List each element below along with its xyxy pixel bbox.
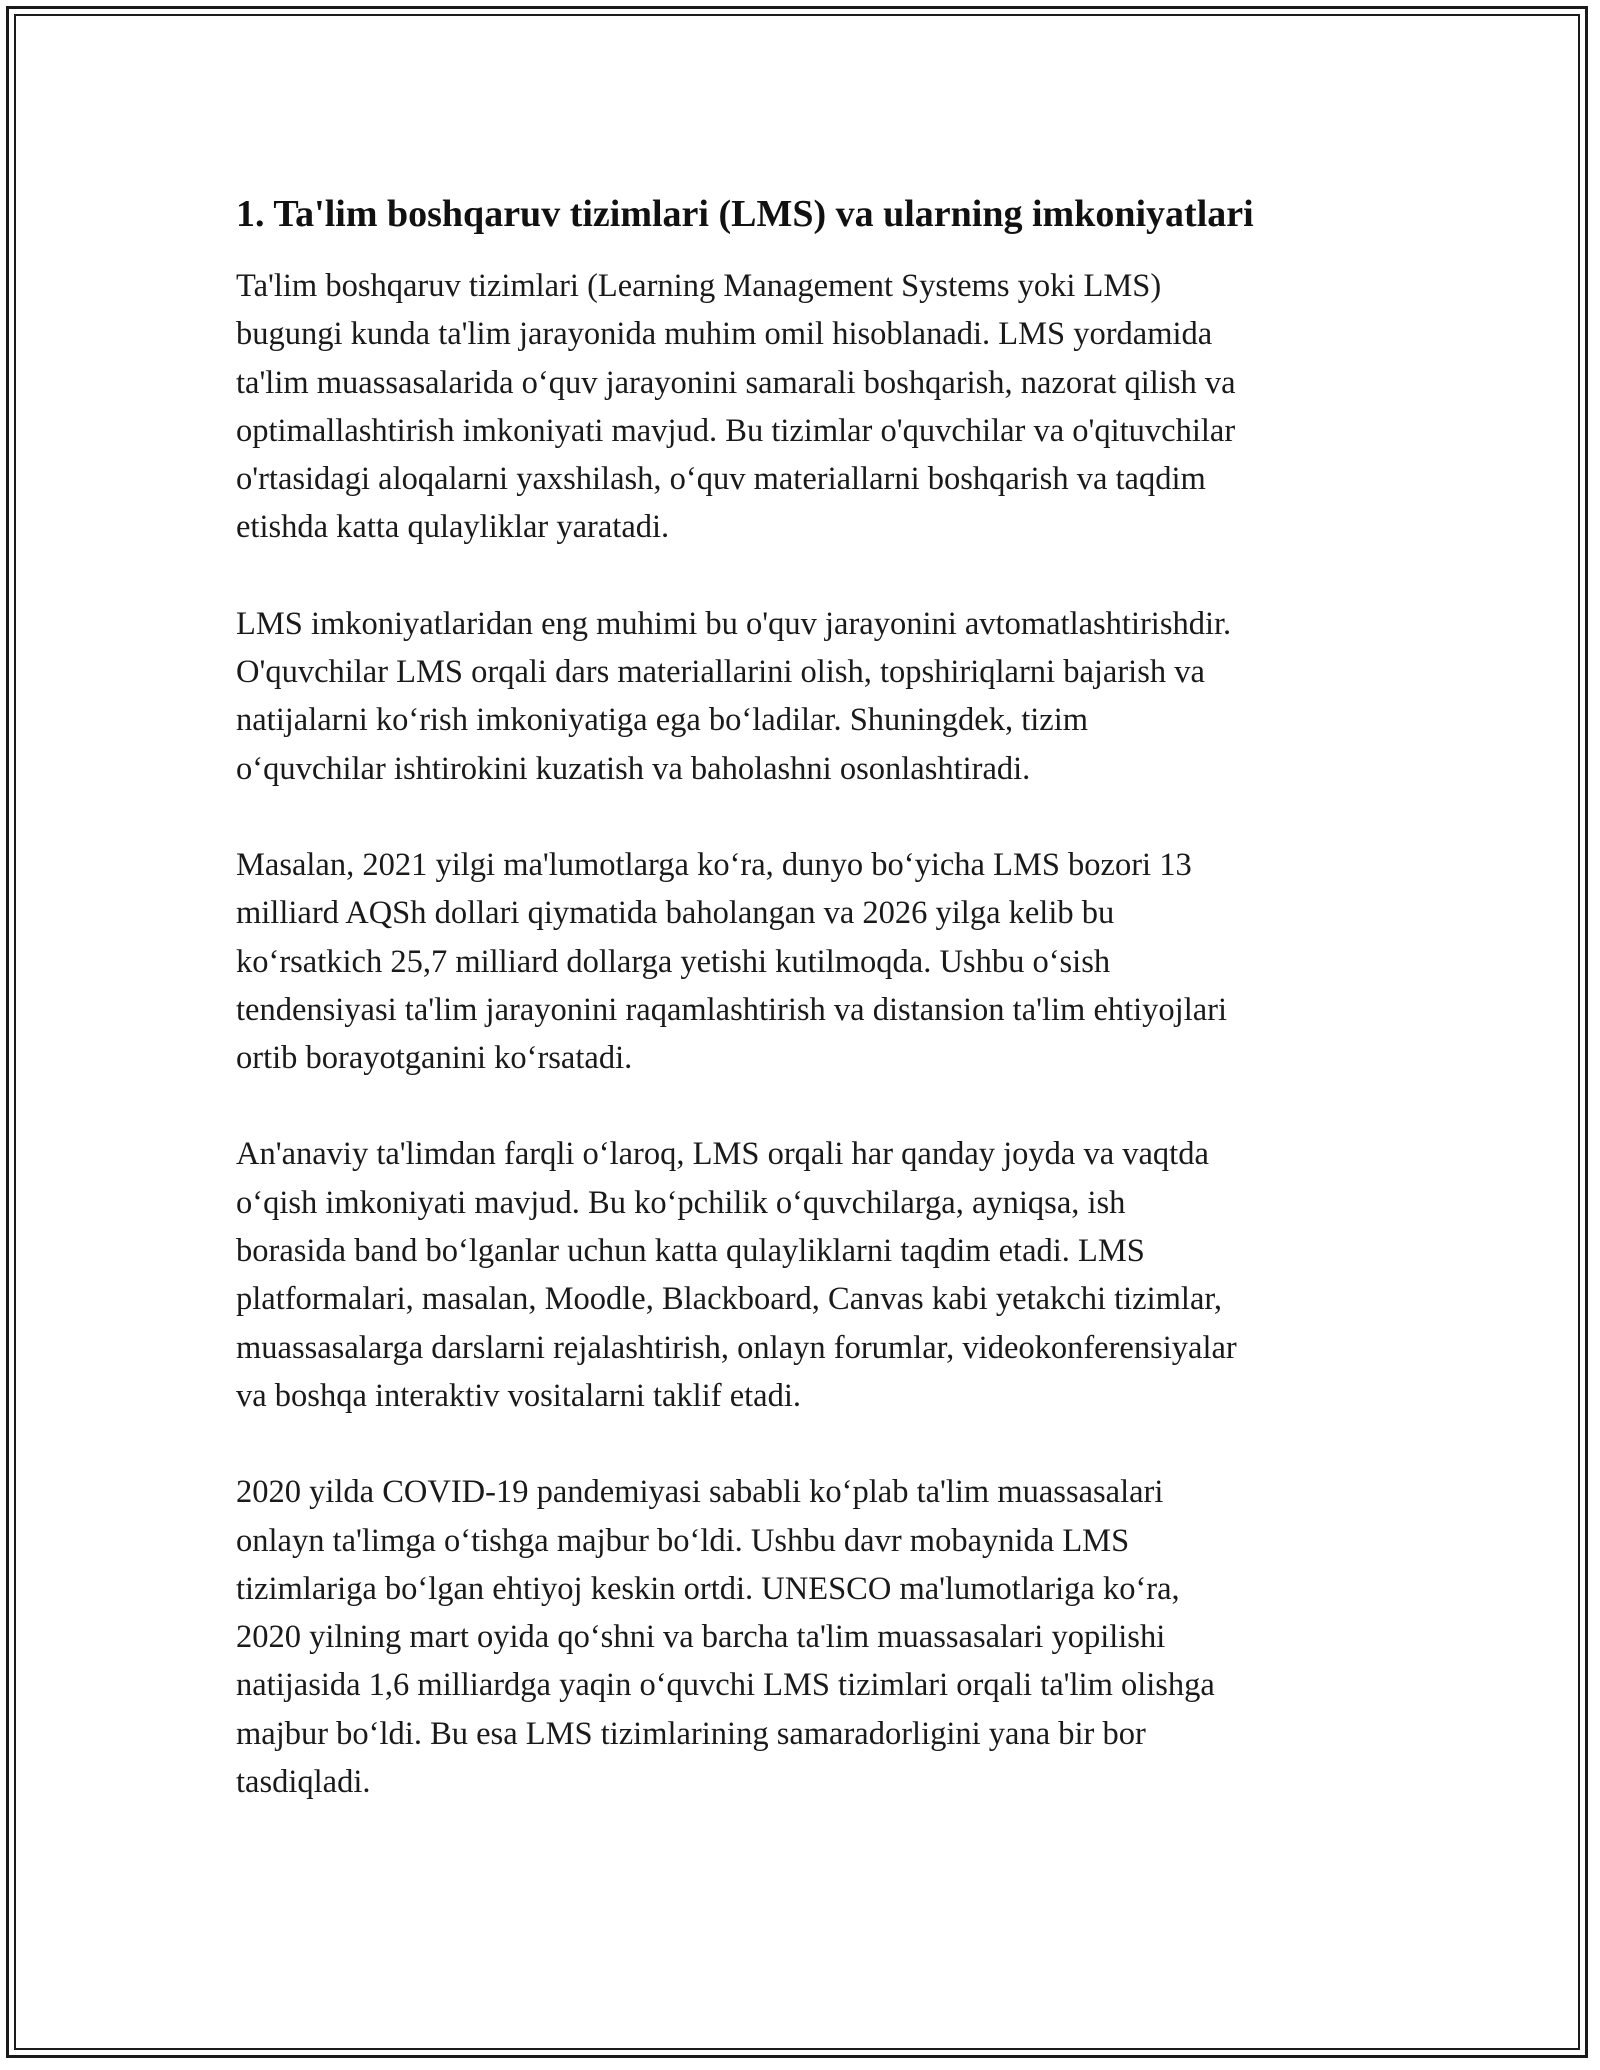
- text-line: Masalan, 2021 yilgi ma'lumotlarga ko‘ra, dunyo bo‘yicha LMS bozori 13: [236, 846, 1192, 883]
- paragraph-lms-platforms: [236, 1130, 1376, 1420]
- document-body: [236, 186, 1376, 1854]
- text-line: o‘quvchilar ishtirokini kuzatish va baholashni osonlashtiradi.: [236, 750, 1031, 787]
- text-line: natijalarni ko‘rish imkoniyatiga ega bo‘ladilar. Shuningdek, tizim: [236, 702, 1089, 739]
- text-line: LMS imkoniyatlaridan eng muhimi bu o'quv jarayonini avtomatlashtirishdir.: [236, 605, 1232, 642]
- page-title: 1. Ta'lim boshqaruv tizimlari (LMS) va ularning imkoniyatlari: [236, 193, 1254, 235]
- text-line: majbur bo‘ldi. Bu esa LMS tizimlarining samaradorligini yana bir bor: [236, 1715, 1146, 1752]
- text-line: ta'lim muassasalarida o‘quv jarayonini samarali boshqarish, nazorat qilish va: [236, 364, 1236, 401]
- text-line: o'rtasidagi aloqalarni yaxshilash, o‘quv materiallarni boshqarish va taqdim: [236, 461, 1206, 498]
- text-line: tizimlariga bo‘lgan ehtiyoj keskin ortdi. UNESCO ma'lumotlariga ko‘ra,: [236, 1570, 1180, 1607]
- text-line: borasida band bo‘lganlar uchun katta qulayliklarni taqdim etadi. LMS: [236, 1233, 1145, 1270]
- text-line: bugungi kunda ta'lim jarayonida muhim omil hisoblanadi. LMS yordamida: [236, 316, 1213, 353]
- text-line: natijasida 1,6 milliardga yaqin o‘quvchi LMS tizimlari orqali ta'lim olishga: [236, 1667, 1215, 1704]
- text-line: ko‘rsatkich 25,7 milliard dollarga yetishi kutilmoqda. Ushbu o‘sish: [236, 943, 1111, 980]
- text-line: 2020 yilda COVID-19 pandemiyasi sababli ko‘plab ta'lim muassasalari: [236, 1474, 1164, 1511]
- text-line: milliard AQSh dollari qiymatida baholangan va 2026 yilga kelib bu: [236, 895, 1115, 932]
- text-line: platformalari, masalan, Moodle, Blackboard, Canvas kabi yetakchi tizimlar,: [236, 1281, 1223, 1318]
- paragraph-lms-automation: [236, 600, 1376, 793]
- paragraph-lms-market: [236, 841, 1376, 1082]
- text-line: onlayn ta'limga o‘tishga majbur bo‘ldi. Ushbu davr mobaynida LMS: [236, 1522, 1130, 1559]
- text-line: va boshqa interaktiv vositalarni taklif etadi.: [236, 1377, 801, 1414]
- text-line: tendensiyasi ta'lim jarayonini raqamlashtirish va distansion ta'lim ehtiyojlari: [236, 991, 1228, 1028]
- text-line: tasdiqladi.: [236, 1764, 371, 1801]
- text-line: o‘qish imkoniyati mavjud. Bu ko‘pchilik o‘quvchilarga, ayniqsa, ish: [236, 1184, 1126, 1221]
- text-line: ortib borayotganini ko‘rsatadi.: [236, 1040, 633, 1077]
- text-line: etishda katta qulayliklar yaratadi.: [236, 509, 670, 546]
- text-line: optimallashtirish imkoniyati mavjud. Bu tizimlar o'quvchilar va o'qituvchilar: [236, 412, 1236, 449]
- text-line: muassasalarga darslarni rejalashtirish, onlayn forumlar, videokonferensiyalar: [236, 1329, 1237, 1366]
- text-line: O'quvchilar LMS orqali dars materiallarini olish, topshiriqlarni bajarish va: [236, 654, 1205, 691]
- text-line: Ta'lim boshqaruv tizimlari (Learning Management Systems yoki LMS): [236, 268, 1162, 304]
- paragraph-lms-definition: [236, 262, 1376, 552]
- text-line: An'anaviy ta'limdan farqli o‘laroq, LMS orqali har qanday joyda va vaqtda: [236, 1136, 1209, 1173]
- text-line: 2020 yilning mart oyida qo‘shni va barcha ta'lim muassasalari yopilishi: [236, 1619, 1166, 1656]
- paragraph-lms-covid: [236, 1468, 1376, 1806]
